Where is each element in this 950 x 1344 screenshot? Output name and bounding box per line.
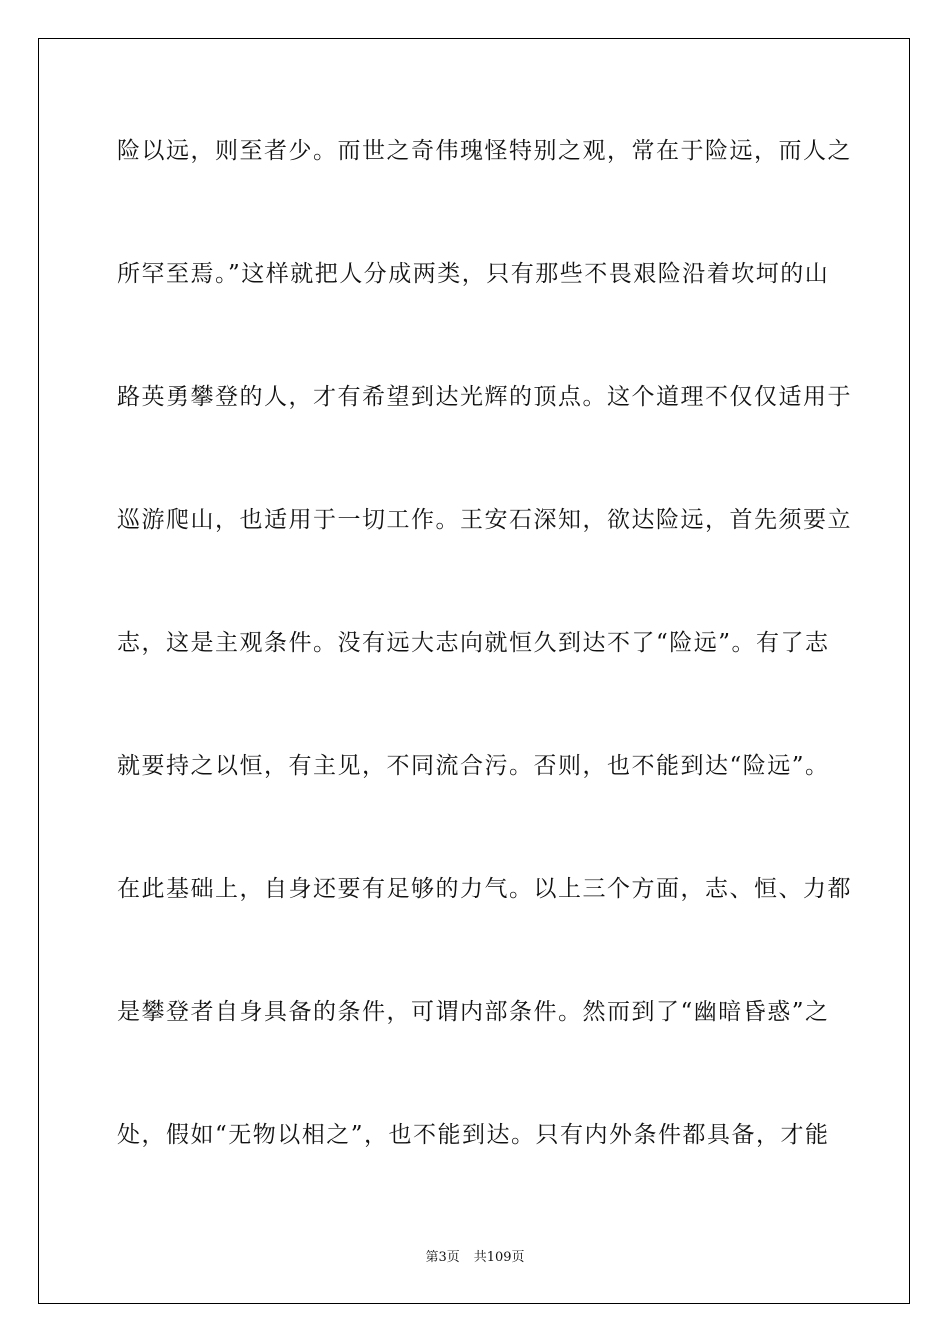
page-footer bbox=[0, 1246, 950, 1265]
body-text-line: 所罕至焉。”这样就把人分成两类，只有那些不畏艰险沿着坎坷的山 bbox=[117, 261, 830, 287]
total-pages: 共109页 bbox=[473, 1250, 525, 1265]
page-number: 第3页 bbox=[425, 1250, 460, 1265]
body-text-line: 就要持之以恒，有主见，不同流合污。否则，也不能到达“险远”。 bbox=[117, 753, 830, 779]
body-text-line: 是攀登者自身具备的条件，可谓内部条件。然而到了“幽暗昏惑”之 bbox=[117, 999, 830, 1025]
body-text-line: 处，假如“无物以相之”，也不能到达。只有内外条件都具备，才能 bbox=[117, 1122, 830, 1148]
body-text-line: 巡游爬山，也适用于一切工作。王安石深知，欲达险远，首先须要立 bbox=[117, 507, 852, 533]
body-text-line: 志，这是主观条件。没有远大志向就恒久到达不了“险远”。有了志 bbox=[117, 630, 830, 656]
body-text-line: 在此基础上，自身还要有足够的力气。以上三个方面，志、恒、力都 bbox=[117, 876, 852, 902]
body-text-line: 路英勇攀登的人，才有希望到达光辉的顶点。这个道理不仅仅适用于 bbox=[117, 384, 852, 410]
body-text-line: 险以远，则至者少。而世之奇伟瑰怪特别之观，常在于险远，而人之 bbox=[117, 138, 852, 164]
page-border bbox=[38, 38, 910, 1304]
